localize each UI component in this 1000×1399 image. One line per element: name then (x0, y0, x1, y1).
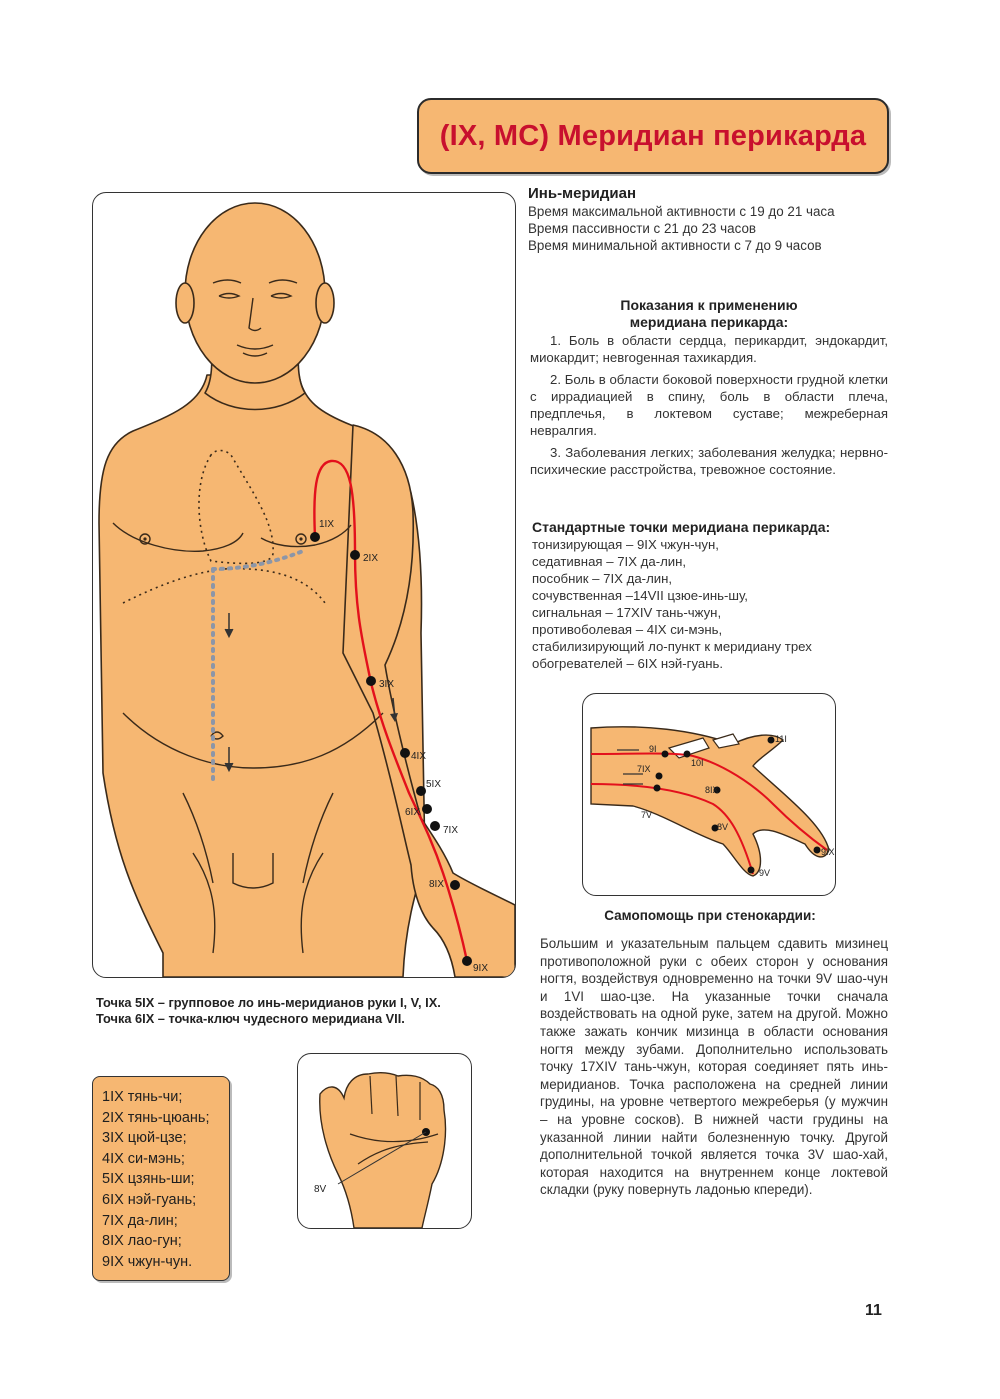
fist-label-8v: 8V (314, 1184, 327, 1195)
hand-label-9i: 9I (649, 744, 657, 754)
point-list-item: 7IX да-лин; (102, 1212, 178, 1229)
point-list-item: 4IX си-мэнь; (102, 1150, 185, 1167)
notes (96, 995, 526, 1027)
standard-point-line: противоболевая – 4IX си-мэнь, (532, 622, 723, 637)
hand-label-11i: 11I (775, 734, 787, 744)
fist-illustration-frame (297, 1053, 472, 1229)
point-list-item: 6IX нэй-гуань; (102, 1191, 197, 1208)
hand-label-7ix: 7IX (637, 764, 651, 774)
note-line: Точка 6IX – точка-ключ чудесного меридиана VII. (96, 1011, 405, 1026)
standard-points-heading: Стандартные точки меридиана перикарда: (532, 519, 831, 535)
body-illustration (93, 193, 515, 977)
standard-point-line: сочувственная –14VII цзюе-инь-шу, (532, 588, 748, 603)
standard-point-line: обогревателей – 6IX нэй-гуань. (532, 656, 724, 671)
indication-item: 3. Заболевания легких; заболевания желудка; нервно-психические расстройства, тревожное состояние. (530, 445, 888, 477)
body-label-2: 2IX (363, 553, 379, 564)
standard-point-line: седативная – 7IX да-лин, (532, 554, 687, 569)
point-list-box (92, 1076, 230, 1281)
body-label-8: 8IX (429, 879, 445, 890)
point-list-item: 9IX чжун-чун. (102, 1253, 193, 1270)
meridian-info (528, 184, 908, 254)
title-banner (417, 98, 889, 174)
hand-label-7v: 7V (641, 810, 653, 820)
activity-line-min: Время минимальной активности с 7 до 9 часов (528, 238, 822, 253)
body-label-4: 4IX (411, 751, 427, 762)
body-label-6: 6IX (405, 807, 421, 818)
body-label-7: 7IX (443, 825, 459, 836)
body-illustration-frame (92, 192, 516, 978)
note-line: Точка 5IX – групповое ло инь-меридианов руки I, V, IX. (96, 995, 441, 1010)
hand-label-9v: 9V (759, 868, 771, 878)
self-help-heading: Самопомощь при стенокардии: (604, 908, 816, 923)
point-list-item: 2IX тянь-цюань; (102, 1109, 210, 1126)
hand-illustration-frame (582, 693, 836, 896)
point-list-item: 1IX тянь-чи; (102, 1089, 183, 1105)
hand-label-10i: 10I (691, 758, 704, 768)
page-title: (IX, MC) Меридиан перикарда (439, 119, 867, 152)
page-number: 11 (865, 1302, 882, 1319)
point-list-item: 5IX цзянь-ши; (102, 1171, 195, 1188)
fist-illustration (298, 1054, 471, 1228)
hand-label-9ix: 9IX (821, 847, 835, 857)
body-label-9: 9IX (473, 963, 489, 974)
indication-item: 1. Боль в области сердца, перикардит, эндокардит, миокардит; невrogенная тахикардия. (530, 333, 888, 365)
indications-heading-2: меридиана перикарда: (629, 314, 789, 330)
standard-point-line: сигнальная – 17XIV тань-чжун, (532, 605, 722, 620)
standard-points-section (532, 519, 892, 672)
hand-label-8ix: 8IX (705, 785, 719, 795)
standard-point-line: стабилизирующий ло-пункт к меридиану трех (532, 639, 812, 654)
body-label-1: 1IX (319, 519, 335, 530)
indications-section (530, 297, 888, 478)
standard-point-line: тонизирующая – 9IX чжун-чун, (532, 537, 719, 552)
indications-heading-1: Показания к применению (620, 297, 798, 313)
hand-illustration (583, 694, 835, 895)
body-label-5: 5IX (426, 779, 442, 790)
hand-label-8v: 8V (717, 822, 729, 832)
standard-point-line: пособник – 7IX да-лин, (532, 571, 673, 586)
body-label-3: 3IX (379, 679, 395, 690)
self-help-text: Большим и указательным пальцем сдавить мизинец противоположной руки с обеих сторон у основания ногтя, воздействуя одновременно на точки 9V шао-чун и 1VI шао-цзе. На указанные точки сначала воздействовать на одной руке, затем на другой. Можно также зажать кончик мизинца в области основания ногтя между зубами. Дополнительно использовать точку 17XIV тань-чжун, которая соединяет пять инь-меридианов. Точка расположена на средней линии грудины, на уровне четвертого межреберья (у мужчин – на уровне сосков). В нижней части грудины на указанной линии найти болезненную точку. Другой дополнительной точкой является точка 3V шао-хай, которая находится на внутреннем конце локтевой складки (руку повернуть ладонью кпереди). (540, 936, 888, 1198)
activity-line-max: Время максимальной активности с 19 до 21 часа (528, 204, 835, 219)
point-list-item: 8IX лао-гун; (102, 1233, 182, 1250)
activity-line-passive: Время пассивности с 21 до 23 часов (528, 221, 757, 236)
meridian-type-heading: Инь-меридиан (528, 185, 637, 202)
point-list-item: 3IX цюй-цзе; (102, 1130, 187, 1147)
indication-item: 2. Боль в области боковой поверхности грудной клетки с иррадиацией в спину, боль в области плеча, предплечья, в локтевом суставе; межреберная невралгия. (530, 372, 888, 438)
